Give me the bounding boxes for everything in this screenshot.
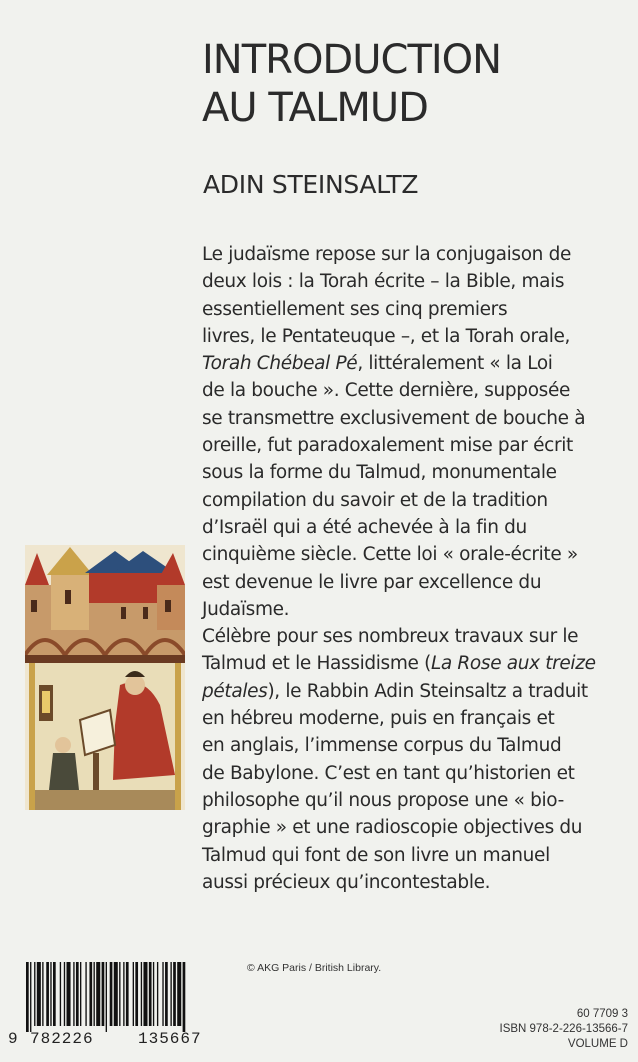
barcode-bar: [67, 962, 71, 1026]
barcode-bar: [50, 962, 51, 1026]
reference-number: 60 7709 3: [576, 1008, 628, 1020]
title-line-1: INTRODUCTION: [202, 37, 502, 83]
isbn-number: ISBN 978-2-226-13566-7: [499, 1023, 628, 1035]
barcode-bar: [94, 962, 95, 1026]
text-line: Célèbre pour ses nombreux travaux sur le: [202, 626, 579, 648]
barcode-digit-group: 135667: [138, 1030, 202, 1048]
barcode-digit-group: 782226: [30, 1030, 94, 1048]
barcode-bar: [173, 962, 176, 1026]
barcode-bar: [126, 962, 129, 1026]
text-line: philosophe qu’il nous propose une « bio-: [202, 789, 564, 811]
text-line: en anglais, l’immense corpus du Talmud: [202, 735, 562, 757]
barcode-bar: [110, 962, 113, 1026]
barcode-bar: [64, 962, 65, 1026]
barcode-bar: [80, 962, 81, 1026]
author-name: ADIN STEINSALTZ: [203, 170, 419, 199]
blurb-text: [202, 241, 634, 896]
barcode-bar: [34, 962, 35, 1026]
barcode-bar: [119, 962, 120, 1026]
text-line: sous la forme du Talmud, monumentale: [202, 462, 557, 484]
text-line: de Babylone. C’est en tant qu’historien et: [202, 762, 575, 784]
barcode-bar: [30, 962, 31, 1032]
barcode-bar: [162, 962, 163, 1026]
barcode-digits: [8, 1030, 202, 1048]
barcode-bar: [60, 962, 61, 1026]
barcode-bar: [42, 962, 43, 1026]
illustration-image: [25, 545, 185, 810]
barcode-bar: [133, 962, 134, 1026]
barcode-bar: [85, 962, 86, 1026]
text-line: en hébreu moderne, puis en français et: [202, 708, 555, 730]
barcode-bar: [102, 962, 105, 1026]
barcode-bar: [153, 962, 154, 1026]
text-line: Le judaïsme repose sur la conjugaison de: [202, 244, 571, 265]
barcode-bar: [135, 962, 138, 1026]
text-line: Talmud et le Hassidisme (La Rose aux treize: [202, 653, 596, 675]
text-line: compilation du savoir et de la tradition: [202, 489, 548, 511]
volume-label: VOLUME D: [567, 1038, 628, 1050]
barcode-bar: [96, 962, 100, 1026]
barcode-bar: [73, 962, 74, 1026]
barcode-bar: [141, 962, 142, 1026]
text-line: est devenue le livre par excellence du: [202, 571, 542, 593]
barcode-bar: [165, 962, 168, 1026]
barcode-bar: [123, 962, 124, 1026]
barcode-bar: [106, 962, 107, 1032]
barcode-digit-prefix: 9: [8, 1030, 19, 1048]
barcode-bar: [149, 962, 152, 1026]
image-credit: © AKG Paris / British Library.: [247, 962, 382, 974]
text-line: aussi précieux qu’incontestable.: [202, 871, 491, 893]
barcode-bar: [76, 962, 79, 1026]
text-line: Judaïsme.: [202, 598, 290, 620]
text-line: oreille, fut paradoxalement mise par écrit: [202, 435, 573, 457]
title-line-2: AU TALMUD: [202, 85, 428, 131]
italic-title: La Rose aux treize: [430, 653, 596, 675]
text-line: cinquième siècle. Cette loi « orale-écrite »: [202, 544, 578, 566]
barcode-bar: [53, 962, 56, 1026]
text-line: graphie » et une radioscopie objectives du: [202, 817, 583, 839]
barcode-bars: [0, 960, 235, 1035]
barcode-bar: [177, 962, 181, 1026]
barcode-bar: [157, 962, 158, 1026]
manuscript-illustration: [25, 545, 185, 810]
barcode-bar: [183, 962, 186, 1032]
publisher-codes: [500, 1007, 629, 1052]
barcode-bar: [46, 962, 49, 1026]
text-line: de la bouche ». Cette dernière, supposée: [202, 380, 571, 402]
text-line: livres, le Pentateuque –, et la Torah orale,: [202, 325, 571, 347]
barcode-bar: [37, 962, 41, 1026]
text-line: Talmud qui font de son livre un manuel: [202, 844, 550, 866]
text-line: pétales), le Rabbin Adin Steinsaltz a traduit: [202, 680, 588, 702]
text-line: Torah Chébeal Pé, littéralement « la Loi: [202, 353, 553, 375]
barcode-bar: [143, 962, 147, 1026]
italic-term: Torah Chébeal Pé: [202, 353, 358, 375]
barcode-bar: [26, 962, 29, 1032]
text-line: se transmettre exclusivement de bouche à: [202, 407, 586, 429]
italic-title: pétales: [202, 680, 268, 702]
text-line: deux lois : la Torah écrite – la Bible, mais: [202, 271, 565, 293]
book-title: [202, 36, 501, 132]
text-line: essentiellement ses cinq premiers: [202, 298, 508, 320]
text-line: d’Israël qui a été achevée à la fin du: [202, 516, 527, 538]
barcode-bar: [114, 962, 118, 1026]
barcode-bar: [170, 962, 171, 1026]
barcode-bar: [89, 962, 92, 1026]
